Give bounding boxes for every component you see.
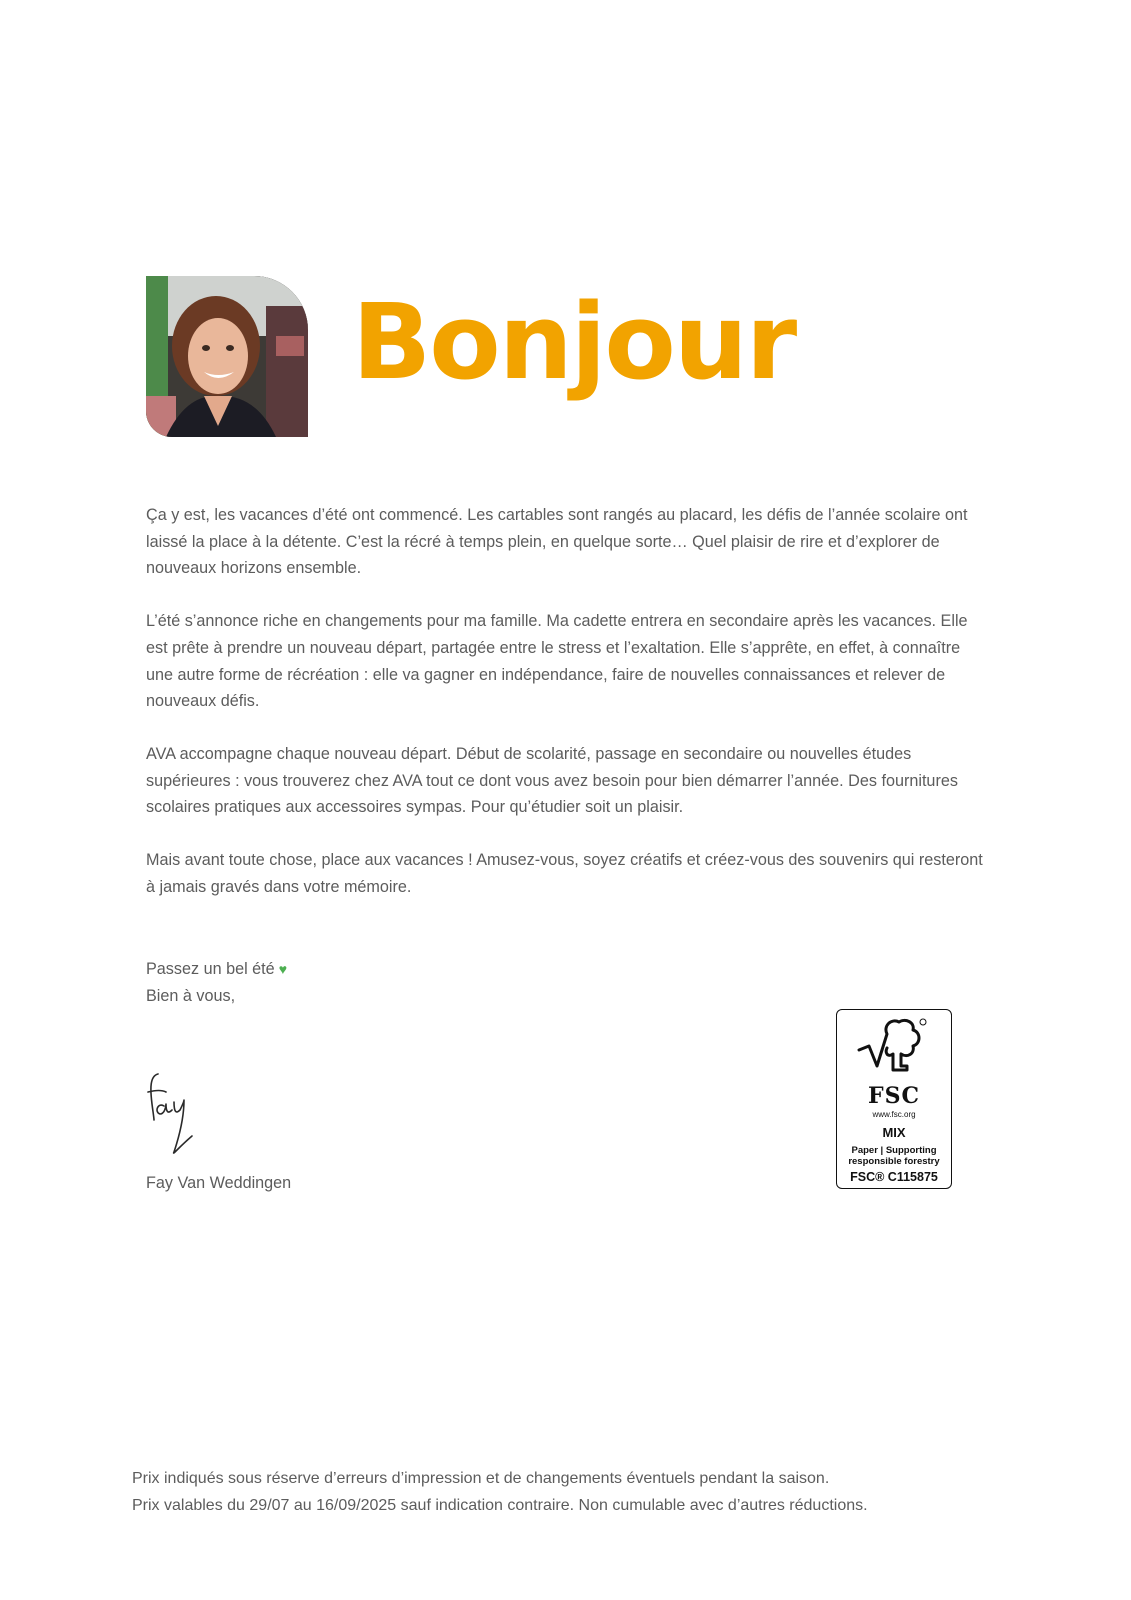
fsc-name: FSC <box>867 1083 921 1109</box>
fsc-label <box>836 1009 952 1189</box>
fsc-url: www.fsc.org <box>872 1110 916 1119</box>
paragraph: L’été s’annonce riche en changements pour ma famille. Ma cadette entrera en secondaire après les vacances. Elle est prête à prendre un nouveau départ, partagée entre le stress et l’exaltation. Elle s’apprête, en effet, à connaître une autre forme de récréation : elle va gagner en indépendance, faire de nouvelles connaissances et relever de nouveaux défis. <box>146 612 968 711</box>
fsc-tree-icon <box>857 1016 931 1082</box>
fsc-paper-line: responsible forestry <box>848 1156 940 1167</box>
heart-icon: ♥ <box>278 961 287 977</box>
signer-name: Fay Van Weddingen <box>146 1174 292 1192</box>
fsc-code: FSC® C115875 <box>850 1170 938 1184</box>
signature <box>144 1068 204 1158</box>
footer-disclaimer <box>132 1466 868 1519</box>
fsc-mix: MIX <box>882 1125 906 1140</box>
paragraph: Ça y est, les vacances d’été ont commencé. Les cartables sont rangés au placard, les défis de l’année scolaire ont laissé la place à la détente. C’est la récré à temps plein, en quelque sorte… Quel plaisir de rire et d’explorer de nouveaux horizons ensemble. <box>146 506 968 578</box>
letter-body <box>146 502 986 926</box>
footer-line: Prix indiqués sous réserve d’erreurs d’impression et de changements éventuels pendant la saison. <box>132 1470 830 1487</box>
footer-line: Prix valables du 29/07 au 16/09/2025 sauf indication contraire. Non cumulable avec d’autres réductions. <box>132 1496 868 1514</box>
closing-text: Passez un bel été <box>146 960 275 978</box>
closing <box>146 956 287 1009</box>
paragraph: AVA accompagne chaque nouveau départ. Début de scolarité, passage en secondaire ou nouvelles études supérieures : vous trouverez chez AVA tout ce dont vous avez besoin pour bien démarrer l’année. Des fournitures scolaires pratiques aux accessoires sympas. Pour qu’étudier soit un plaisir. <box>146 744 958 817</box>
closing-line-2: Bien à vous, <box>146 986 236 1005</box>
closing-line <box>146 956 287 983</box>
author-photo <box>146 276 308 437</box>
fsc-paper-line: Paper | Supporting <box>851 1145 937 1156</box>
fsc-paper-text <box>837 1145 951 1167</box>
page-title: Bonjour <box>352 281 796 403</box>
paragraph: Mais avant toute chose, place aux vacances ! Amusez-vous, soyez créatifs et créez-vous des souvenirs qui resteront à jamais gravés dans votre mémoire. <box>146 851 983 896</box>
